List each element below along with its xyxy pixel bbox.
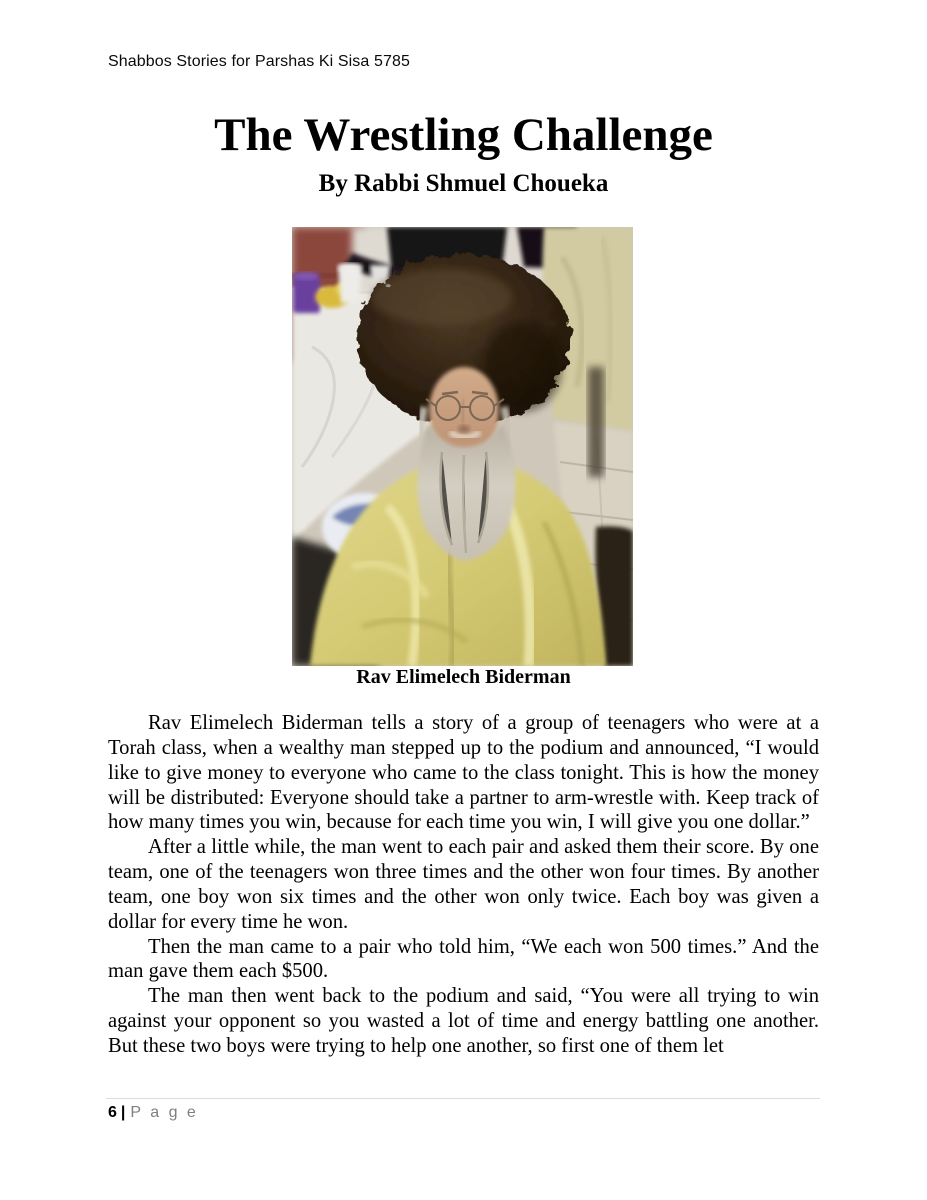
body-paragraph: After a little while, the man went to each pair and asked them their score. By one team, one of the teenagers won three times and the other won four times. By another team, one boy won six times and the other won only twice. Each boy was given a dollar for every time he won. (108, 836, 819, 933)
page-footer (108, 1104, 198, 1122)
footer-divider (106, 1098, 820, 1099)
page-label: P a g e (130, 1104, 199, 1121)
page-title: The Wrestling Challenge (214, 109, 713, 161)
footer-separator: | (120, 1104, 126, 1121)
document-header: Shabbos Stories for Parshas Ki Sisa 5785 (108, 53, 410, 70)
purple-cup-shape (293, 272, 320, 313)
body-paragraph: Rav Elimelech Biderman tells a story of a group of teenagers who were at a Torah class, when a wealthy man stepped up to the podium and announced, “I would like to give money to everyone who came to the class tonight. This is how the money will be distributed: Everyone should take a partner to arm-wrestle with. Keep track of how many times you win, because for each time you win, I will give you one dollar.” (108, 712, 819, 834)
photo-rav-biderman (292, 227, 633, 666)
byline: By Rabbi Shmuel Choueka (318, 170, 609, 197)
story-body (108, 711, 819, 1059)
body-paragraph: Then the man came to a pair who told him, “We each won 500 times.” And the man gave them each $500. (108, 935, 819, 983)
photo-illustration (292, 227, 633, 666)
page-number: 6 (108, 1104, 117, 1121)
photo-caption: Rav Elimelech Biderman (356, 666, 571, 688)
body-paragraph: The man then went back to the podium and said, “You were all trying to win against your opponent so you wasted a lot of time and energy battling one another. But these two boys were trying to help one another, so first one of them let (108, 985, 819, 1057)
